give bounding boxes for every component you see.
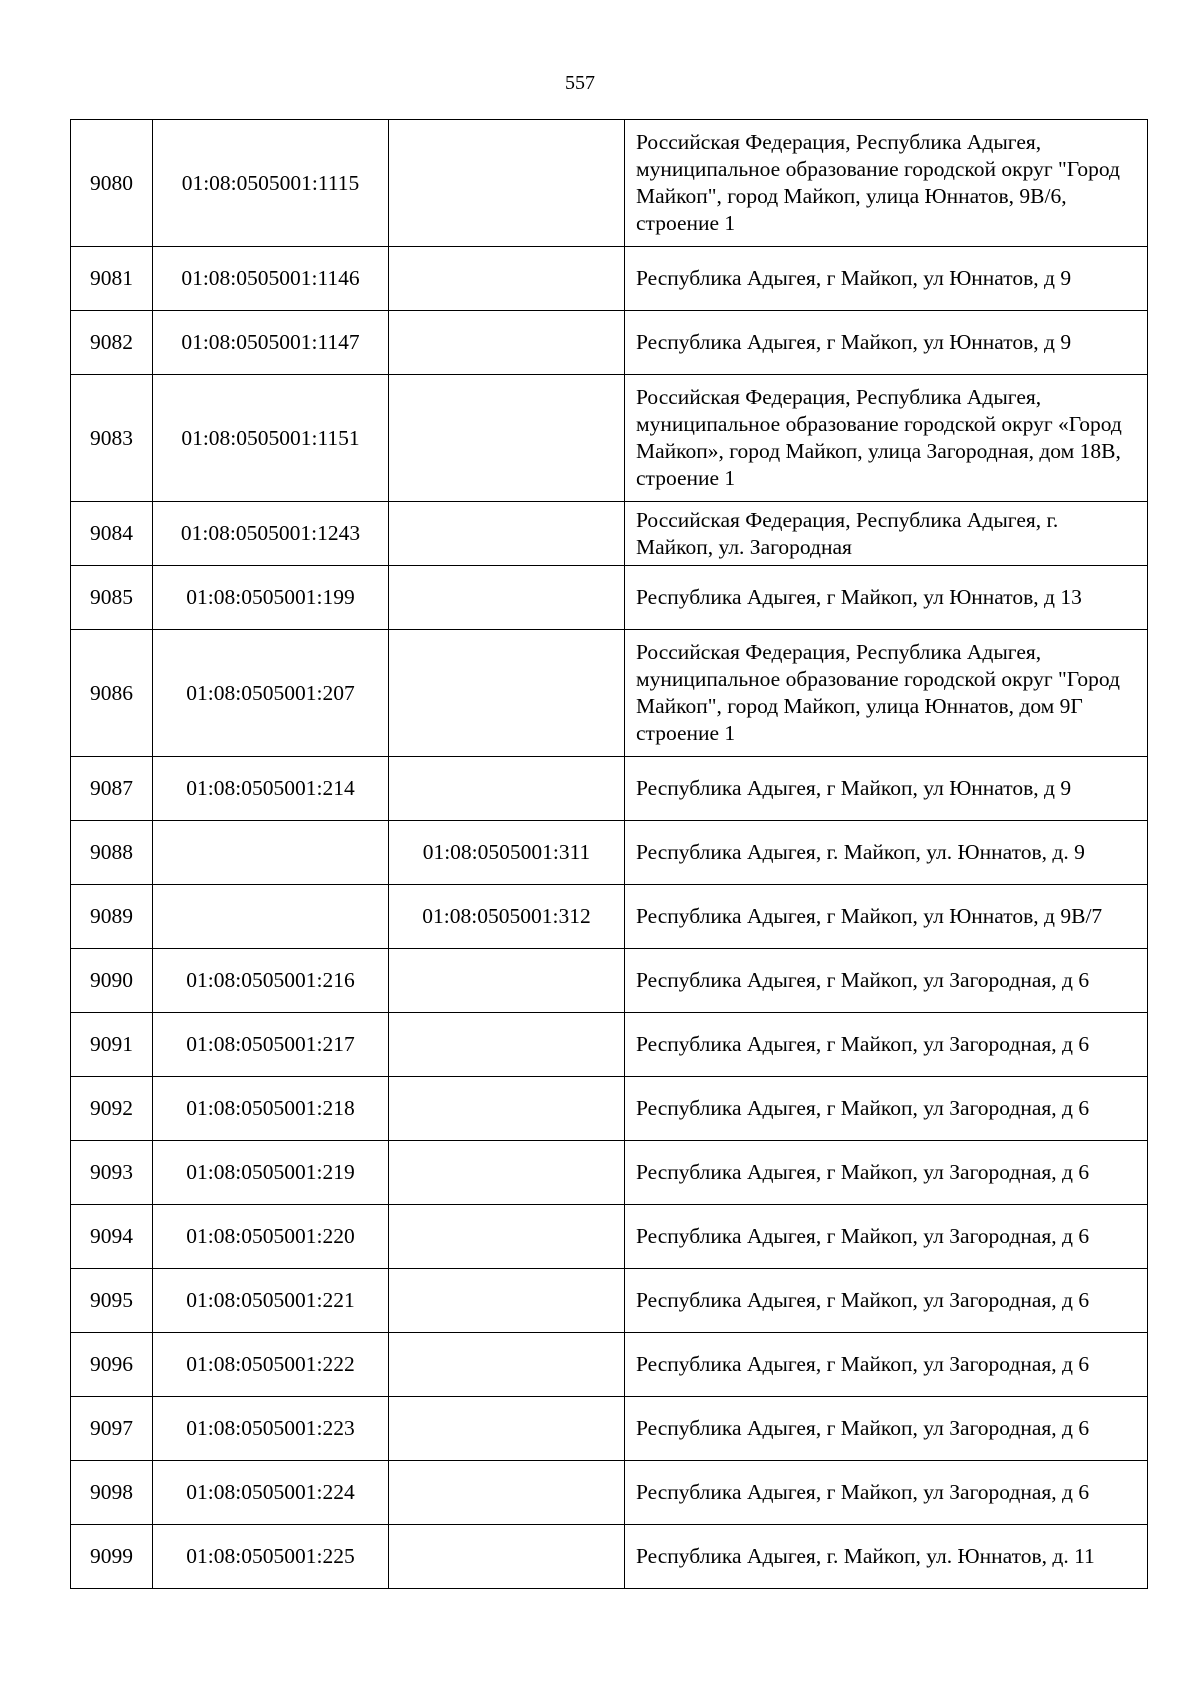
- address: Российская Федерация, Республика Адыгея, муниципальное образование городской округ "Город Майкоп", город Майкоп, улица Юннатов, дом 9Г строение 1: [625, 630, 1148, 757]
- parent-cadastral-number: [389, 311, 625, 375]
- row-number: 9099: [71, 1525, 153, 1589]
- row-number: 9080: [71, 120, 153, 247]
- address: Республика Адыгея, г Майкоп, ул Загородная, д 6: [625, 949, 1148, 1013]
- table-row: [71, 1141, 1148, 1205]
- row-number: 9086: [71, 630, 153, 757]
- address: Республика Адыгея, г Майкоп, ул Загородная, д 6: [625, 1333, 1148, 1397]
- parent-cadastral-number: [389, 1205, 625, 1269]
- address: Республика Адыгея, г Майкоп, ул Юннатов, д 9: [625, 247, 1148, 311]
- address: Республика Адыгея, г Майкоп, ул Юннатов, д 9В/7: [625, 885, 1148, 949]
- row-number: 9089: [71, 885, 153, 949]
- address: Республика Адыгея, г Майкоп, ул Юннатов, д 13: [625, 566, 1148, 630]
- cadastral-number: 01:08:0505001:220: [153, 1205, 389, 1269]
- address: Республика Адыгея, г Майкоп, ул Юннатов, д 9: [625, 311, 1148, 375]
- parent-cadastral-number: [389, 1077, 625, 1141]
- cadastral-number: 01:08:0505001:199: [153, 566, 389, 630]
- table-row: [71, 949, 1148, 1013]
- cadastral-number: 01:08:0505001:1243: [153, 502, 389, 566]
- table-row: [71, 1269, 1148, 1333]
- address: Российская Федерация, Республика Адыгея, г. Майкоп, ул. Загородная: [625, 502, 1148, 566]
- cadastral-number: [153, 821, 389, 885]
- parent-cadastral-number: [389, 1525, 625, 1589]
- cadastral-number: 01:08:0505001:217: [153, 1013, 389, 1077]
- parent-cadastral-number: [389, 1461, 625, 1525]
- parent-cadastral-number: [389, 949, 625, 1013]
- cadastral-number: 01:08:0505001:221: [153, 1269, 389, 1333]
- cadastral-number: 01:08:0505001:223: [153, 1397, 389, 1461]
- row-number: 9094: [71, 1205, 153, 1269]
- table-row: [71, 630, 1148, 757]
- cadastral-number: 01:08:0505001:224: [153, 1461, 389, 1525]
- cadastral-number: 01:08:0505001:207: [153, 630, 389, 757]
- row-number: 9095: [71, 1269, 153, 1333]
- table-row: [71, 566, 1148, 630]
- table-row: [71, 120, 1148, 247]
- parent-cadastral-number: 01:08:0505001:311: [389, 821, 625, 885]
- parent-cadastral-number: [389, 502, 625, 566]
- row-number: 9083: [71, 375, 153, 502]
- parent-cadastral-number: [389, 1013, 625, 1077]
- address: Республика Адыгея, г. Майкоп, ул. Юннатов, д. 11: [625, 1525, 1148, 1589]
- row-number: 9093: [71, 1141, 153, 1205]
- row-number: 9092: [71, 1077, 153, 1141]
- parent-cadastral-number: [389, 375, 625, 502]
- address: Республика Адыгея, г Майкоп, ул Загородная, д 6: [625, 1013, 1148, 1077]
- parent-cadastral-number: [389, 120, 625, 247]
- address: Республика Адыгея, г Майкоп, ул Загородная, д 6: [625, 1077, 1148, 1141]
- table-row: [71, 1525, 1148, 1589]
- row-number: 9082: [71, 311, 153, 375]
- row-number: 9087: [71, 757, 153, 821]
- page-number: 557: [565, 72, 595, 94]
- row-number: 9096: [71, 1333, 153, 1397]
- cadastral-number: 01:08:0505001:225: [153, 1525, 389, 1589]
- cadastral-number: 01:08:0505001:1147: [153, 311, 389, 375]
- address: Республика Адыгея, г Майкоп, ул Загородная, д 6: [625, 1461, 1148, 1525]
- parent-cadastral-number: [389, 247, 625, 311]
- cadastral-number: [153, 885, 389, 949]
- table-row: [71, 1013, 1148, 1077]
- table-row: [71, 1333, 1148, 1397]
- table-row: [71, 1077, 1148, 1141]
- row-number: 9081: [71, 247, 153, 311]
- table-row: [71, 247, 1148, 311]
- address: Республика Адыгея, г Майкоп, ул Загородная, д 6: [625, 1269, 1148, 1333]
- address: Республика Адыгея, г Майкоп, ул Загородная, д 6: [625, 1141, 1148, 1205]
- parent-cadastral-number: [389, 1141, 625, 1205]
- row-number: 9085: [71, 566, 153, 630]
- cadastral-number: 01:08:0505001:1151: [153, 375, 389, 502]
- parent-cadastral-number: 01:08:0505001:312: [389, 885, 625, 949]
- row-number: 9088: [71, 821, 153, 885]
- table-row: [71, 311, 1148, 375]
- parent-cadastral-number: [389, 1333, 625, 1397]
- row-number: 9098: [71, 1461, 153, 1525]
- table-row: [71, 1205, 1148, 1269]
- parent-cadastral-number: [389, 1269, 625, 1333]
- row-number: 9084: [71, 502, 153, 566]
- address: Республика Адыгея, г Майкоп, ул Юннатов, д 9: [625, 757, 1148, 821]
- cadastral-number: 01:08:0505001:219: [153, 1141, 389, 1205]
- parent-cadastral-number: [389, 757, 625, 821]
- cadastral-number: 01:08:0505001:1146: [153, 247, 389, 311]
- cadastral-number: 01:08:0505001:1115: [153, 120, 389, 247]
- row-number: 9091: [71, 1013, 153, 1077]
- address: Российская Федерация, Республика Адыгея, муниципальное образование городской округ "Город Майкоп", город Майкоп, улица Юннатов, 9В/6, строение 1: [625, 120, 1148, 247]
- row-number: 9090: [71, 949, 153, 1013]
- registry-table: [70, 119, 1148, 1589]
- cadastral-number: 01:08:0505001:218: [153, 1077, 389, 1141]
- parent-cadastral-number: [389, 1397, 625, 1461]
- table-row: [71, 821, 1148, 885]
- cadastral-number: 01:08:0505001:214: [153, 757, 389, 821]
- cadastral-number: 01:08:0505001:216: [153, 949, 389, 1013]
- row-number: 9097: [71, 1397, 153, 1461]
- table-row: [71, 502, 1148, 566]
- table-row: [71, 1461, 1148, 1525]
- parent-cadastral-number: [389, 630, 625, 757]
- cadastral-number: 01:08:0505001:222: [153, 1333, 389, 1397]
- address: Республика Адыгея, г Майкоп, ул Загородная, д 6: [625, 1205, 1148, 1269]
- table-row: [71, 1397, 1148, 1461]
- address: Республика Адыгея, г Майкоп, ул Загородная, д 6: [625, 1397, 1148, 1461]
- table-row: [71, 757, 1148, 821]
- table-row: [71, 375, 1148, 502]
- table-row: [71, 885, 1148, 949]
- address: Республика Адыгея, г. Майкоп, ул. Юннатов, д. 9: [625, 821, 1148, 885]
- address: Российская Федерация, Республика Адыгея, муниципальное образование городской округ «Город Майкоп», город Майкоп, улица Загородная, дом 18В, строение 1: [625, 375, 1148, 502]
- parent-cadastral-number: [389, 566, 625, 630]
